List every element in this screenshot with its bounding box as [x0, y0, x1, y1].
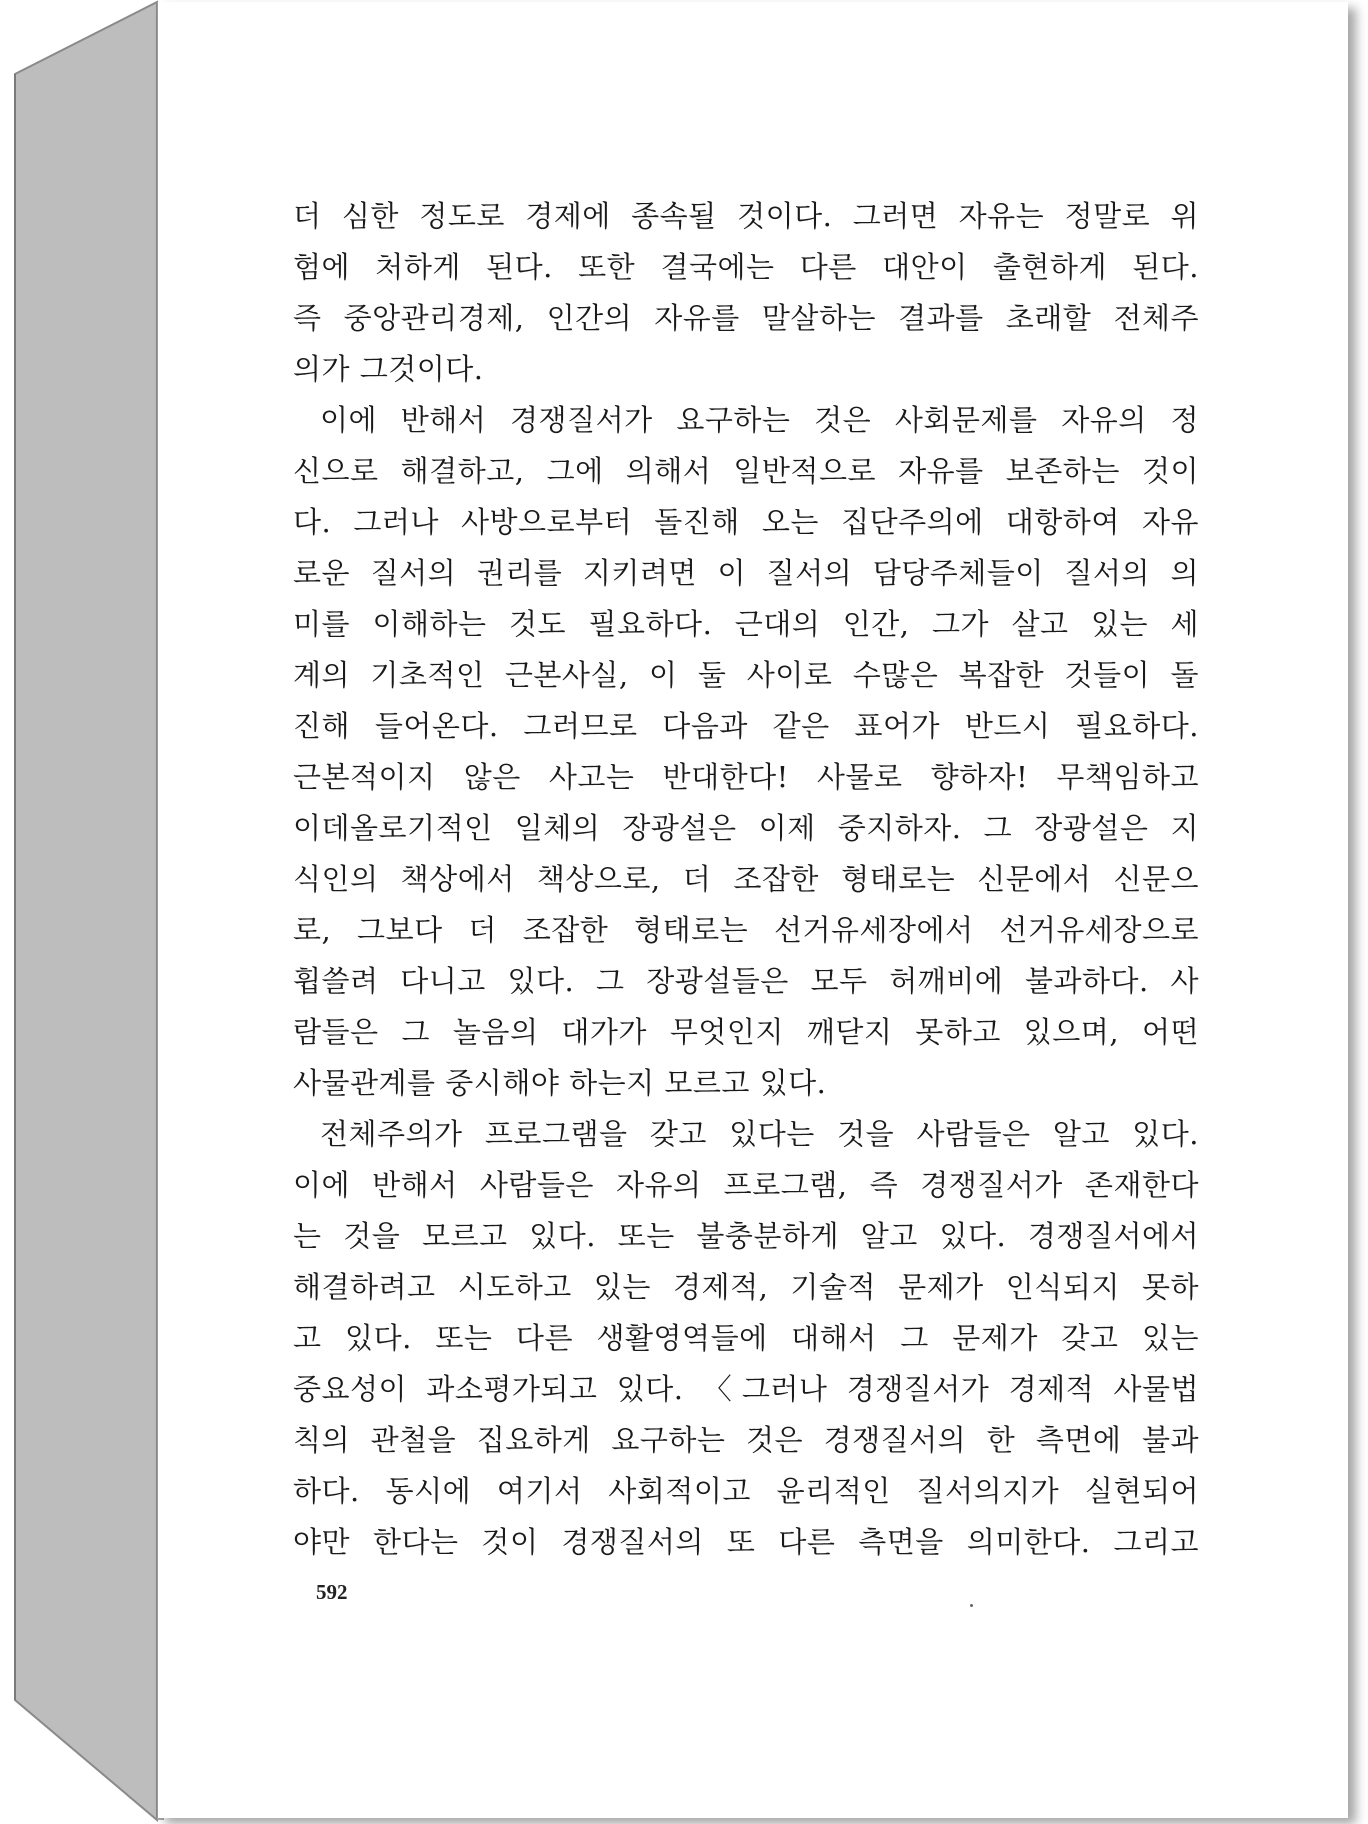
- text-line: 로, 그보다 더 조잡한 형태로는 선거유세장에서 선거유세장으로: [293, 913, 1199, 947]
- body-text: [293, 191, 1199, 1568]
- text-line: 진해 들어온다. 그러므로 다음과 같은 표어가 반드시 필요하다.: [293, 709, 1199, 743]
- text-line: 칙의 관철을 집요하게 요구하는 것은 경쟁질서의 한 측면에 불과: [293, 1423, 1199, 1457]
- text-line: 더 심한 정도로 경제에 종속될 것이다. 그러면 자유는 정말로 위: [293, 199, 1199, 233]
- page-number: 592: [316, 1580, 348, 1604]
- text-line: 전체주의가 프로그램을 갖고 있다는 것을 사람들은 알고 있다.: [320, 1117, 1199, 1151]
- text-line: 로운 질서의 권리를 지키려면 이 질서의 담당주체들이 질서의 의: [293, 556, 1199, 590]
- text-line: 휩쓸려 다니고 있다. 그 장광설들은 모두 허깨비에 불과하다. 사: [293, 964, 1199, 998]
- text-line: 람들은 그 놀음의 대가가 무엇인지 깨닫지 못하고 있으며, 어떤: [293, 1015, 1199, 1049]
- text-line: 하다. 동시에 여기서 사회적이고 윤리적인 질서의지가 실현되어: [293, 1474, 1199, 1508]
- text-line: 이에 반해서 경쟁질서가 요구하는 것은 사회문제를 자유의 정: [320, 403, 1199, 437]
- text-line: 이에 반해서 사람들은 자유의 프로그램, 즉 경쟁질서가 존재한다: [293, 1168, 1199, 1202]
- text-line: 중요성이 과소평가되고 있다. 〈그러나 경쟁질서가 경제적 사물법: [293, 1372, 1199, 1406]
- text-line: 의가 그것이다.: [293, 352, 484, 386]
- text-line: 다. 그러나 사방으로부터 돌진해 오는 집단주의에 대항하여 자유: [293, 505, 1199, 539]
- text-line: 고 있다. 또는 다른 생활영역들에 대해서 그 문제가 갖고 있는: [293, 1321, 1199, 1355]
- text-line: 사물관계를 중시해야 하는지 모르고 있다.: [293, 1066, 827, 1100]
- book-page: [157, 2, 1348, 1818]
- scan-speck: [970, 1604, 973, 1607]
- text-line: 험에 처하게 된다. 또한 결국에는 다른 대안이 출현하게 된다.: [293, 250, 1199, 284]
- text-line: 미를 이해하는 것도 필요하다. 근대의 인간, 그가 살고 있는 세: [293, 607, 1199, 641]
- text-line: 신으로 해결하고, 그에 의해서 일반적으로 자유를 보존하는 것이: [293, 454, 1199, 488]
- text-line: 근본적이지 않은 사고는 반대한다! 사물로 향하자! 무책임하고: [293, 760, 1199, 794]
- text-line: 는 것을 모르고 있다. 또는 불충분하게 알고 있다. 경쟁질서에서: [293, 1219, 1199, 1253]
- text-line: 즉 중앙관리경제, 인간의 자유를 말살하는 결과를 초래할 전체주: [293, 301, 1199, 335]
- text-line: 식인의 책상에서 책상으로, 더 조잡한 형태로는 신문에서 신문으: [293, 862, 1199, 896]
- text-line: 계의 기초적인 근본사실, 이 둘 사이로 수많은 복잡한 것들이 돌: [293, 658, 1199, 692]
- text-line: 해결하려고 시도하고 있는 경제적, 기술적 문제가 인식되지 못하: [293, 1270, 1199, 1304]
- text-line: 이데올로기적인 일체의 장광설은 이제 중지하자. 그 장광설은 지: [293, 811, 1199, 845]
- text-line: 야만 한다는 것이 경쟁질서의 또 다른 측면을 의미한다. 그리고: [293, 1525, 1199, 1559]
